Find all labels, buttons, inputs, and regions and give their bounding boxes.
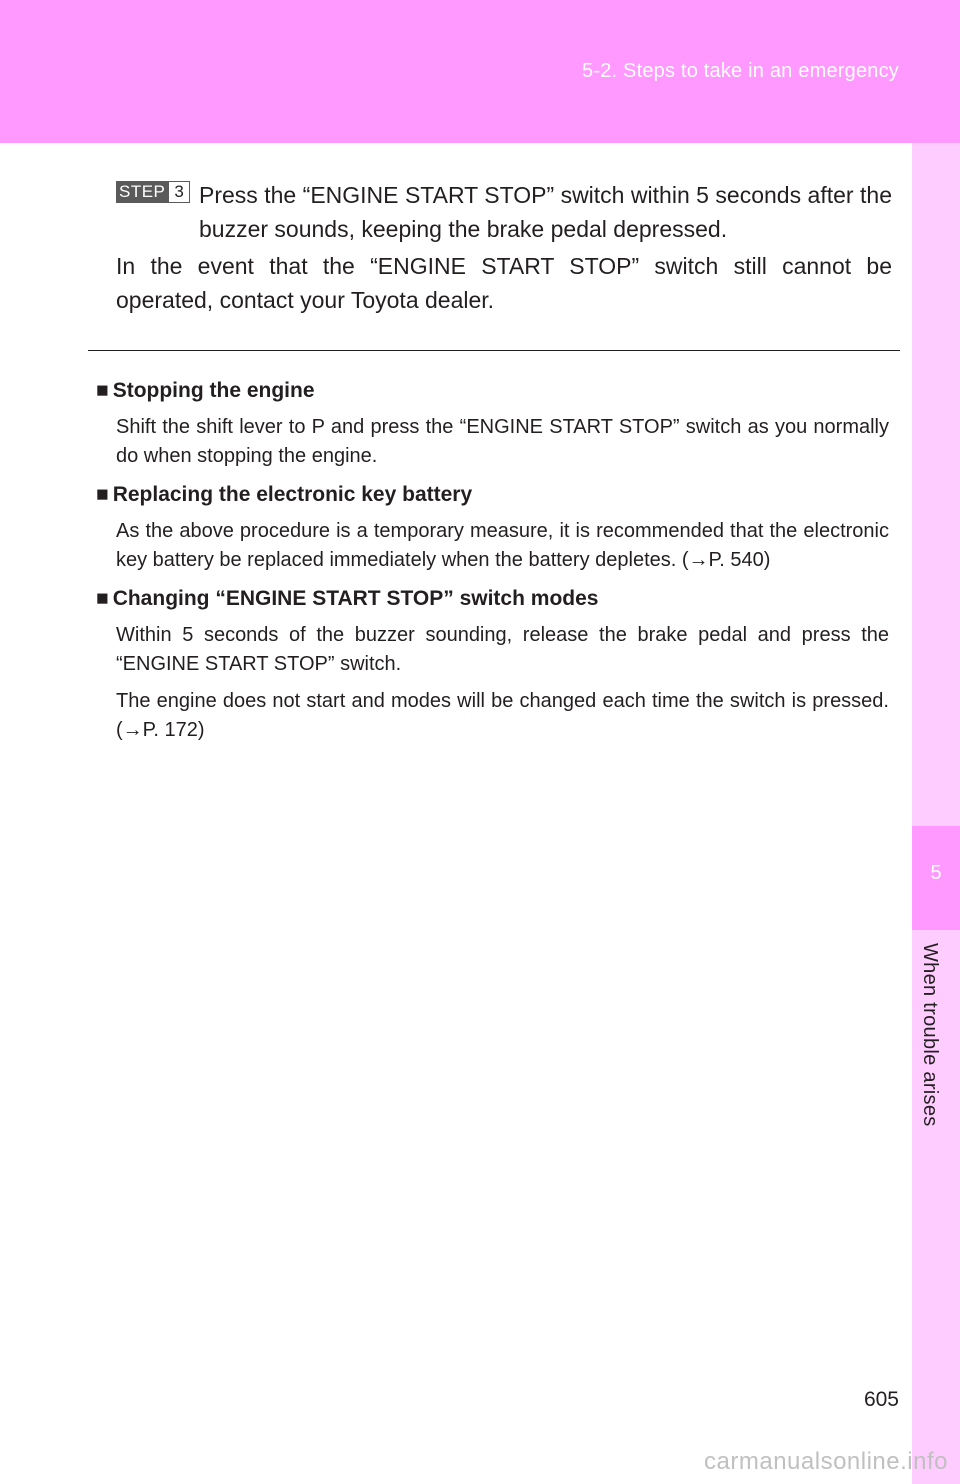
page-number: 605	[863, 1388, 899, 1411]
step-badge-number: 3	[168, 181, 189, 203]
chapter-number: 5	[930, 862, 942, 884]
side-tab	[912, 143, 960, 1484]
note-body: The engine does not start and modes will be changed each time the switch is pressed. (→P. 172)	[116, 690, 889, 741]
note-marker-icon: ■	[96, 483, 109, 506]
note-body: Shift the shift lever to P and press the “ENGINE START STOP” switch as you normally do when stopping the engine.	[116, 416, 889, 467]
note-heading-stopping-engine	[96, 375, 889, 407]
step-badge	[116, 181, 190, 203]
note-heading-text: Stopping the engine	[112, 379, 315, 402]
step-3	[116, 178, 892, 246]
note-body: Within 5 seconds of the buzzer sounding, release the brake pedal and press the “ENGINE START STOP” switch.	[116, 624, 889, 675]
step-badge-word: STEP	[116, 181, 168, 203]
step-text: Press the “ENGINE START STOP” switch within 5 seconds after the buzzer sounds, keeping the brake pedal depressed.	[199, 182, 892, 242]
note-body: As the above procedure is a temporary measure, it is recommended that the electronic key battery be replaced immediately when the battery depletes. (→P. 540)	[116, 520, 889, 571]
note-heading-key-battery	[96, 479, 889, 511]
note-heading-switch-modes	[96, 583, 889, 615]
note-heading-text: Changing “ENGINE START STOP” switch modes	[112, 587, 599, 610]
note-marker-icon: ■	[96, 379, 109, 402]
page-header	[0, 0, 960, 143]
chapter-label: When trouble arises	[919, 943, 941, 1127]
section-title: 5-2. Steps to take in an emergency	[582, 60, 899, 82]
notes-section	[96, 375, 889, 753]
section-divider	[88, 350, 900, 351]
watermark: carmanualsonline.info	[704, 1448, 948, 1475]
note-marker-icon: ■	[96, 587, 109, 610]
main-paragraph: In the event that the “ENGINE START STOP” switch still cannot be operated, contact your Toyota dealer.	[116, 253, 892, 313]
note-heading-text: Replacing the electronic key battery	[112, 483, 473, 506]
